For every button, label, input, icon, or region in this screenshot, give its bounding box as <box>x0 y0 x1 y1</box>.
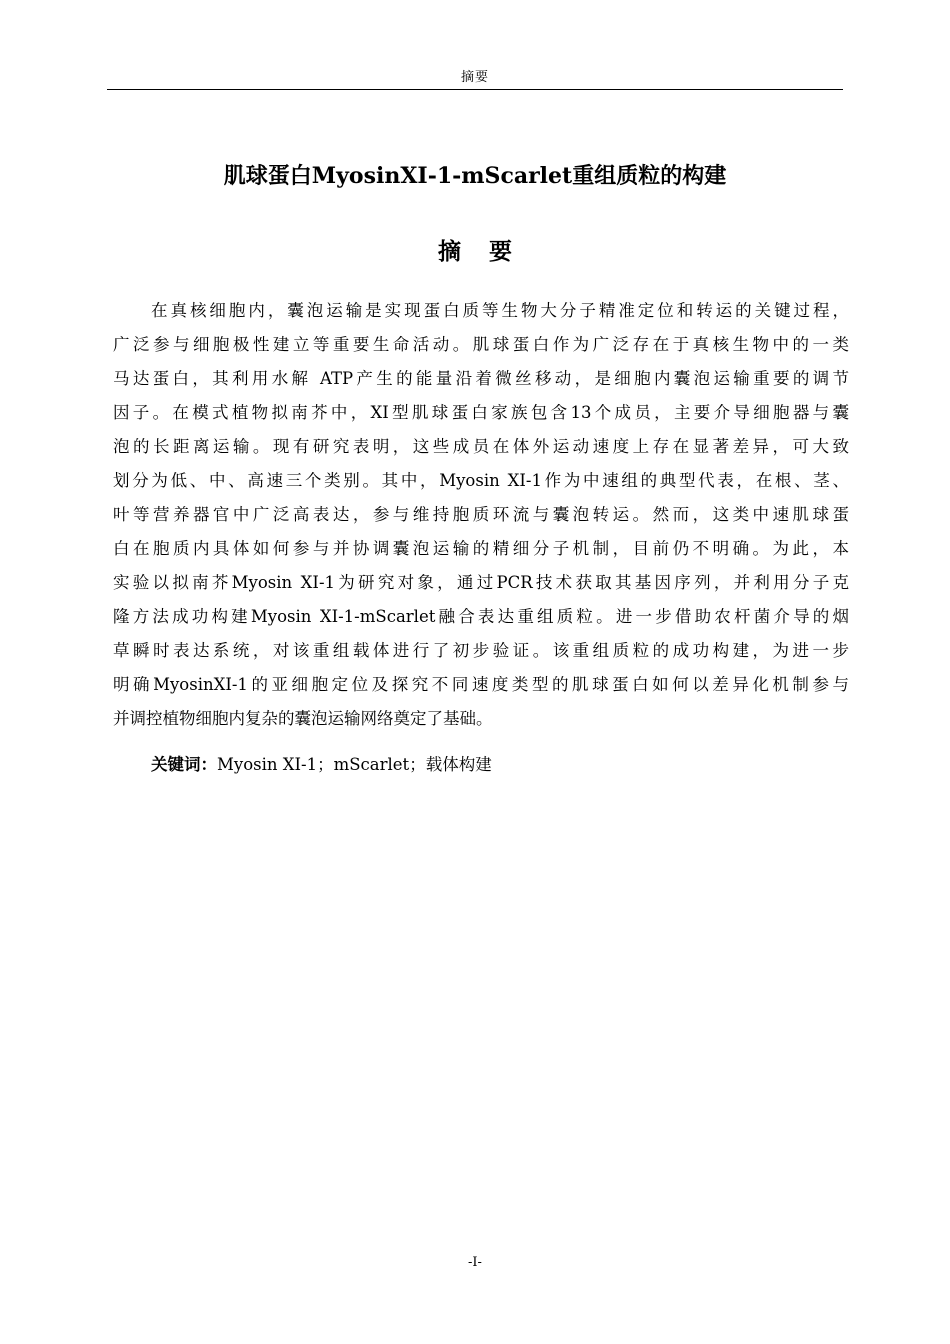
abstract-line: 在真核细胞内，囊泡运输是实现蛋白质等生物大分子精准定位和转运的关键过程， <box>151 301 849 320</box>
abstract-line: 草瞬时表达系统，对该重组载体进行了初步验证。该重组质粒的成功构建，为进一步 <box>113 641 849 660</box>
abstract-line: 并调控植物细胞内复杂的囊泡运输网络奠定了基础。 <box>113 709 493 728</box>
abstract-line: 实验以拟南芥Myosin XI-1为研究对象，通过PCR技术获取其基因序列，并利用分子克 <box>113 573 849 592</box>
keywords-text: Myosin XI-1；mScarlet；载体构建 <box>217 755 492 774</box>
abstract-line: 广泛参与细胞极性建立等重要生命活动。肌球蛋白作为广泛存在于真核生物中的一类 <box>113 335 849 354</box>
keywords <box>151 750 492 780</box>
page-number: -I- <box>468 1255 482 1270</box>
running-header: 摘要 <box>460 70 489 85</box>
abstract-line: 叶等营养器官中广泛高表达，参与维持胞质环流与囊泡转运。然而，这类中速肌球蛋 <box>113 505 849 524</box>
abstract-line: 泡的长距离运输。现有研究表明，这些成员在体外运动速度上存在显著差异，可大致 <box>113 437 849 456</box>
abstract-line: 白在胞质内具体如何参与并协调囊泡运输的精细分子机制，目前仍不明确。为此，本 <box>113 539 849 558</box>
abstract-line: 隆方法成功构建Myosin XI-1-mScarlet融合表达重组质粒。进一步借助农杆菌介导的烟 <box>113 607 849 626</box>
abstract-line: 因子。在模式植物拟南芥中，XI型肌球蛋白家族包含13个成员，主要介导细胞器与囊 <box>113 403 849 422</box>
abstract-heading: 摘要 <box>438 238 540 265</box>
abstract-line: 明确MyosinXI-1的亚细胞定位及探究不同速度类型的肌球蛋白如何以差异化机制参与 <box>113 675 849 694</box>
header-rule <box>107 89 843 90</box>
abstract-line: 划分为低、中、高速三个类别。其中，Myosin XI-1作为中速组的典型代表，在根、茎、 <box>113 471 849 490</box>
abstract-line: 马达蛋白，其利用水解 ATP产生的能量沿着微丝移动，是细胞内囊泡运输重要的调节 <box>113 369 849 388</box>
keywords-label: 关键词： <box>151 755 217 774</box>
document-title: 肌球蛋白MyosinXI-1-mScarlet重组质粒的构建 <box>223 163 727 189</box>
abstract-body <box>113 294 849 736</box>
